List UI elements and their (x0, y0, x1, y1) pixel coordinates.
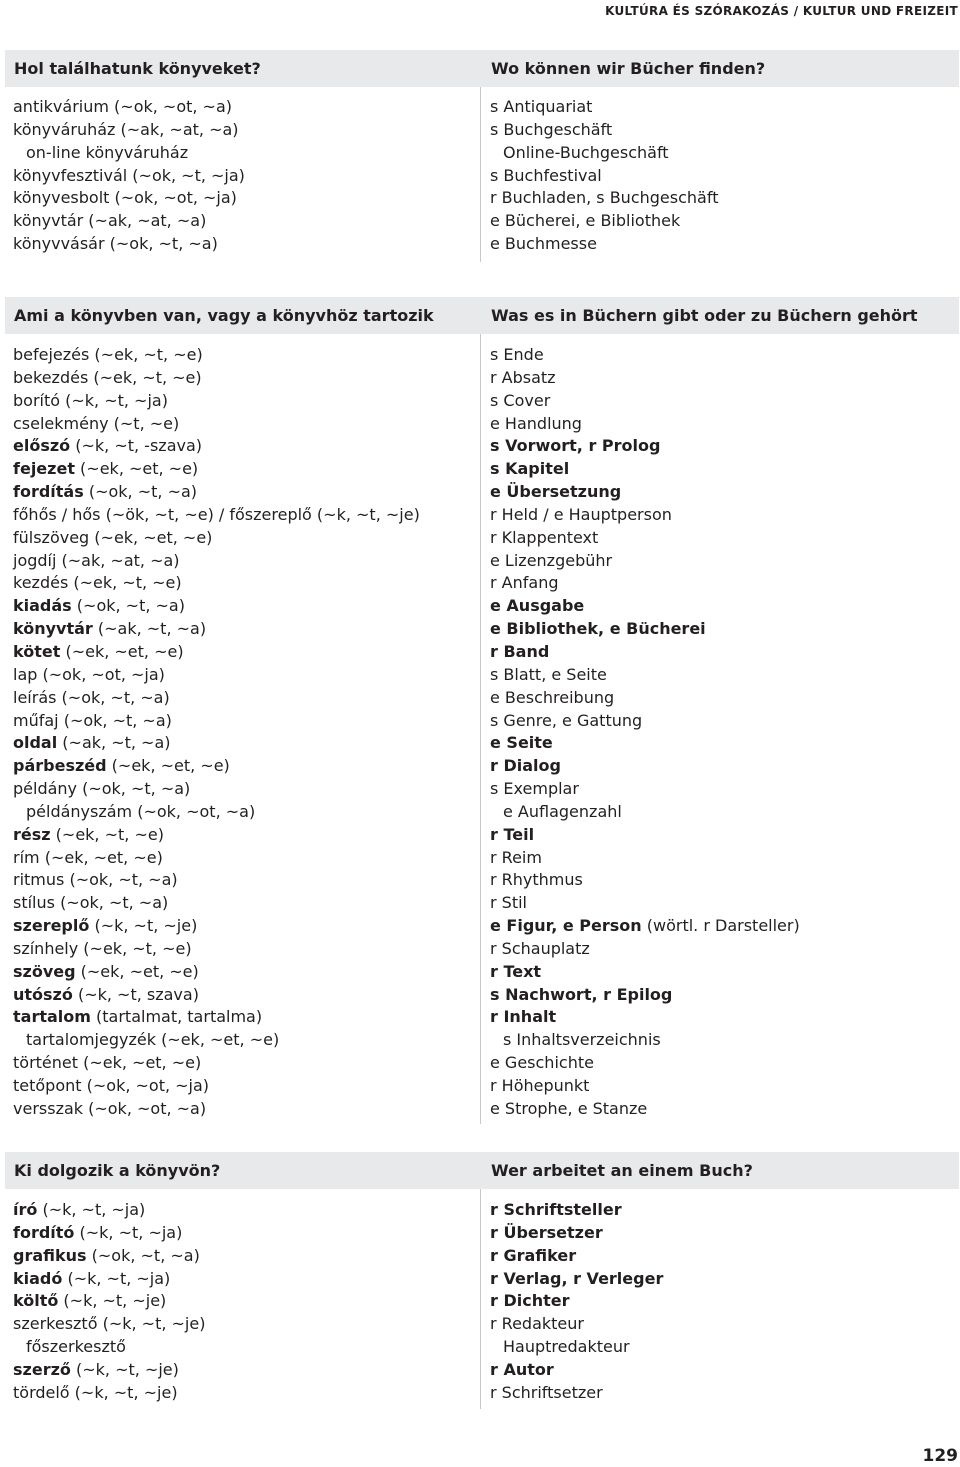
term-entry (490, 504, 800, 527)
term-entry (13, 142, 245, 165)
term-text: (~k, ~t, ~je) (70, 1359, 179, 1379)
term-entry (13, 367, 420, 390)
term-bold: e Übersetzung (490, 482, 622, 502)
term-bold: párbeszéd (13, 756, 107, 776)
term-text: s Buchgeschäft (490, 119, 613, 139)
term-text: r Reim (490, 847, 542, 867)
german-term-list (490, 96, 718, 256)
term-entry (13, 210, 245, 233)
term-text: r Höhepunkt (490, 1076, 590, 1095)
term-text: történet (~ek, ~et, ~e) (13, 1053, 202, 1073)
heading-hungarian: Ami a könyvben van, vagy a könyvhöz tartozik (14, 306, 434, 325)
term-entry (13, 984, 420, 1007)
term-text: s Cover (490, 390, 551, 410)
term-entry (490, 165, 718, 188)
term-entry (490, 1313, 663, 1336)
term-entry (13, 664, 420, 687)
term-entry (490, 344, 800, 367)
term-entry (490, 595, 800, 618)
german-term-list (490, 344, 800, 1121)
term-entry (13, 801, 420, 824)
term-text: s Blatt, e Seite (490, 664, 607, 684)
term-bold: tartalom (13, 1007, 91, 1027)
term-entry (490, 847, 800, 870)
term-text: r Redakteur (490, 1314, 584, 1334)
term-bold: r Schriftsteller (490, 1200, 622, 1219)
term-entry (490, 664, 800, 687)
term-entry (13, 481, 420, 504)
term-entry (13, 458, 420, 481)
term-text: (wörtl. r Darsteller) (641, 916, 800, 936)
term-text: (~k, ~t, -szava) (70, 436, 203, 456)
term-text: e Buchmesse (490, 234, 597, 254)
term-bold: fordító (13, 1222, 75, 1242)
term-text: könyvfesztivál (~ok, ~t, ~ja) (13, 165, 245, 185)
term-text: műfaj (~ok, ~t, ~a) (13, 710, 172, 730)
hungarian-term-list (13, 1199, 205, 1405)
term-text: (~ak, ~t, ~a) (57, 733, 171, 753)
term-text: e Auflagenzahl (503, 801, 622, 821)
term-bold: e Seite (490, 733, 553, 753)
term-text: r Schriftsetzer (490, 1382, 603, 1402)
term-text: könyvesbolt (~ok, ~ot, ~ja) (13, 188, 237, 208)
term-entry (490, 1029, 800, 1052)
term-entry (490, 778, 800, 801)
term-entry (13, 1268, 205, 1291)
term-entry (490, 233, 718, 256)
term-bold: s Kapitel (490, 459, 570, 479)
term-text: tartalomjegyzék (~ek, ~et, ~e) (26, 1030, 280, 1050)
term-text: (~ek, ~et, ~e) (74, 459, 199, 479)
term-bold: rész (13, 824, 51, 844)
term-entry (13, 413, 420, 436)
term-entry (490, 710, 800, 733)
term-text: ritmus (~ok, ~t, ~a) (13, 870, 178, 890)
term-entry (490, 435, 800, 458)
term-entry (13, 1075, 420, 1098)
term-text: (~k, ~t, ~je) (89, 916, 198, 936)
term-entry (490, 732, 800, 755)
term-text: példányszám (~ok, ~ot, ~a) (26, 801, 256, 821)
term-text: e Bücherei, e Bibliothek (490, 211, 681, 231)
term-bold: kiadás (13, 596, 72, 616)
heading-hungarian: Hol találhatunk könyveket? (14, 59, 261, 78)
term-entry (490, 755, 800, 778)
term-bold: szerző (13, 1359, 71, 1379)
term-entry (490, 824, 800, 847)
term-entry (490, 1290, 663, 1313)
section-header (5, 297, 959, 334)
term-text: könyvtár (~ak, ~at, ~a) (13, 211, 207, 231)
term-entry (13, 96, 245, 119)
term-entry (13, 187, 245, 210)
term-text: szerkesztő (~k, ~t, ~je) (13, 1314, 206, 1334)
section-header (5, 1152, 959, 1189)
term-text: r Held / e Hauptperson (490, 504, 672, 524)
term-entry (490, 1359, 663, 1382)
section-finding-books (0, 50, 960, 265)
term-bold: r Verlag, r Verleger (490, 1268, 664, 1288)
term-text: versszak (~ok, ~ot, ~a) (13, 1098, 207, 1118)
term-text: (tartalmat, tartalma) (90, 1007, 263, 1027)
term-text: r Schauplatz (490, 938, 590, 958)
term-entry (13, 1199, 205, 1222)
term-entry (13, 869, 420, 892)
term-entry (13, 165, 245, 188)
term-bold: kiadó (13, 1268, 63, 1288)
heading-german: Wo können wir Bücher finden? (491, 59, 766, 78)
section-book-workers (0, 1152, 960, 1412)
term-bold: r Dialog (490, 756, 561, 776)
term-entry (13, 550, 420, 573)
term-text: s Genre, e Gattung (490, 710, 643, 730)
term-bold: fejezet (13, 459, 75, 479)
term-text: (~k, ~t, ~ja) (74, 1222, 183, 1242)
term-entry (13, 1336, 205, 1359)
term-entry (13, 233, 245, 256)
term-text: s Ende (490, 345, 544, 364)
term-text: (~ek, ~t, ~e) (50, 824, 164, 844)
term-text: (~k, ~t, ~ja) (37, 1200, 146, 1219)
term-text: e Beschreibung (490, 687, 615, 707)
term-entry (13, 778, 420, 801)
term-entry (13, 687, 420, 710)
term-entry (490, 1222, 663, 1245)
term-entry (490, 961, 800, 984)
term-text: tördelő (~k, ~t, ~je) (13, 1382, 178, 1402)
term-text: tetőpont (~ok, ~ot, ~ja) (13, 1076, 210, 1095)
term-entry (490, 119, 718, 142)
term-text: s Inhaltsverzeichnis (503, 1030, 661, 1050)
term-text: könyvvásár (~ok, ~t, ~a) (13, 234, 218, 254)
term-entry (13, 1359, 205, 1382)
term-entry (490, 1006, 800, 1029)
term-bold: előszó (13, 436, 71, 456)
term-bold: r Übersetzer (490, 1222, 603, 1242)
term-text: Hauptredakteur (503, 1337, 630, 1357)
term-entry (13, 435, 420, 458)
term-text: borító (~k, ~t, ~ja) (13, 390, 168, 410)
term-text: antikvárium (~ok, ~ot, ~a) (13, 97, 233, 116)
term-text: cselekmény (~t, ~e) (13, 413, 180, 433)
term-text: r Absatz (490, 367, 556, 387)
term-entry (490, 458, 800, 481)
term-entry (490, 390, 800, 413)
term-text: r Rhythmus (490, 870, 583, 890)
term-entry (490, 618, 800, 641)
term-text: (~ek, ~et, ~e) (60, 641, 184, 661)
term-bold: fordítás (13, 482, 84, 502)
term-bold: r Inhalt (490, 1007, 557, 1027)
term-text: e Lizenzgebühr (490, 550, 613, 570)
term-entry (490, 527, 800, 550)
term-entry (490, 687, 800, 710)
term-bold: könyvtár (13, 619, 93, 639)
running-header: KULTÚRA ÉS SZÓRAKOZÁS / KULTUR UND FREIZEIT (605, 4, 958, 18)
page-number: 129 (922, 1446, 958, 1466)
term-entry (490, 367, 800, 390)
term-entry (13, 1006, 420, 1029)
german-term-list (490, 1199, 663, 1405)
term-bold: r Grafiker (490, 1245, 577, 1265)
term-bold: r Dichter (490, 1291, 570, 1311)
term-entry (490, 96, 718, 119)
term-bold: e Bibliothek, e Bücherei (490, 619, 706, 639)
term-entry (13, 641, 420, 664)
term-entry (13, 618, 420, 641)
term-entry (490, 1075, 800, 1098)
term-entry (13, 572, 420, 595)
term-entry (490, 869, 800, 892)
term-text: s Antiquariat (490, 97, 593, 116)
term-entry (13, 1029, 420, 1052)
term-bold: grafikus (13, 1245, 87, 1265)
term-text: lap (~ok, ~ot, ~ja) (13, 664, 165, 684)
term-text: (~ek, ~et, ~e) (75, 961, 199, 981)
column-divider (480, 334, 481, 1124)
term-entry (13, 595, 420, 618)
term-bold: e Figur, e Person (490, 916, 642, 936)
term-entry (13, 938, 420, 961)
term-text: bekezdés (~ek, ~t, ~e) (13, 367, 202, 387)
term-entry (13, 1313, 205, 1336)
term-entry (490, 1098, 800, 1121)
term-text: r Klappentext (490, 527, 599, 547)
term-entry (13, 847, 420, 870)
term-text: (~ek, ~et, ~e) (106, 756, 230, 776)
term-text: rím (~ek, ~et, ~e) (13, 847, 163, 867)
term-text: r Buchladen, s Buchgeschäft (490, 188, 719, 208)
term-entry (490, 1382, 663, 1405)
term-entry (490, 641, 800, 664)
term-entry (490, 915, 800, 938)
term-entry (13, 915, 420, 938)
term-bold: r Autor (490, 1359, 554, 1379)
term-entry (13, 824, 420, 847)
term-bold: szöveg (13, 961, 76, 981)
term-text: kezdés (~ek, ~t, ~e) (13, 573, 182, 593)
term-text: (~k, ~t, szava) (72, 984, 199, 1004)
term-text: e Strophe, e Stanze (490, 1098, 648, 1118)
term-bold: kötet (13, 641, 61, 661)
term-entry (490, 892, 800, 915)
term-entry (490, 938, 800, 961)
term-entry (13, 504, 420, 527)
term-entry (490, 801, 800, 824)
term-bold: r Teil (490, 824, 535, 844)
term-text: befejezés (~ek, ~t, ~e) (13, 345, 203, 364)
term-text: fülszöveg (~ek, ~et, ~e) (13, 527, 213, 547)
term-entry (490, 984, 800, 1007)
term-text: (~k, ~t, ~je) (58, 1291, 167, 1311)
term-bold: r Text (490, 961, 542, 981)
term-entry (490, 1199, 663, 1222)
column-divider (480, 87, 481, 262)
term-entry (490, 481, 800, 504)
term-entry (13, 1052, 420, 1075)
term-text: leírás (~ok, ~t, ~a) (13, 687, 170, 707)
term-entry (490, 572, 800, 595)
term-entry (13, 710, 420, 733)
term-text: színhely (~ek, ~t, ~e) (13, 938, 192, 958)
term-entry (13, 732, 420, 755)
term-text: könyváruház (~ak, ~at, ~a) (13, 119, 239, 139)
term-entry (490, 1052, 800, 1075)
hungarian-term-list (13, 344, 420, 1121)
term-entry (13, 390, 420, 413)
term-text: stílus (~ok, ~t, ~a) (13, 893, 169, 913)
term-entry (490, 1245, 663, 1268)
term-entry (490, 1336, 663, 1359)
term-text: s Buchfestival (490, 165, 602, 185)
term-entry (13, 1222, 205, 1245)
term-entry (13, 1290, 205, 1313)
term-bold: szereplő (13, 916, 90, 936)
term-entry (490, 550, 800, 573)
term-text: főszerkesztő (26, 1337, 126, 1357)
term-text: s Exemplar (490, 779, 579, 799)
term-entry (13, 961, 420, 984)
term-bold: r Band (490, 641, 550, 661)
term-entry (13, 344, 420, 367)
term-text: r Anfang (490, 573, 559, 593)
term-text: (~ok, ~t, ~a) (71, 596, 185, 616)
term-text: példány (~ok, ~t, ~a) (13, 779, 191, 799)
term-entry (13, 892, 420, 915)
term-text: jogdíj (~ak, ~at, ~a) (13, 550, 180, 570)
term-bold: e Ausgabe (490, 596, 585, 616)
section-header (5, 50, 959, 87)
term-bold: költő (13, 1291, 59, 1311)
section-book-contents (0, 297, 960, 1127)
term-entry (490, 1268, 663, 1291)
term-text: Online-Buchgeschäft (503, 142, 669, 162)
term-entry (13, 755, 420, 778)
term-text: (~k, ~t, ~ja) (62, 1268, 171, 1288)
column-divider (480, 1189, 481, 1409)
hungarian-term-list (13, 96, 245, 256)
term-entry (13, 119, 245, 142)
heading-german: Was es in Büchern gibt oder zu Büchern gehört (491, 306, 918, 325)
term-text: (~ok, ~t, ~a) (86, 1245, 200, 1265)
term-entry (490, 210, 718, 233)
term-text: on-line könyváruház (26, 142, 189, 162)
term-entry (13, 1245, 205, 1268)
term-entry (490, 142, 718, 165)
term-entry (13, 527, 420, 550)
term-entry (490, 413, 800, 436)
term-bold: oldal (13, 733, 58, 753)
term-bold: utószó (13, 984, 73, 1004)
term-text: (~ak, ~t, ~a) (92, 619, 207, 639)
term-bold: író (13, 1200, 38, 1219)
term-text: főhős / hős (~ök, ~t, ~e) / főszereplő (~k, ~t, ~je) (13, 504, 420, 524)
term-text: (~ok, ~t, ~a) (83, 482, 198, 502)
term-entry (13, 1382, 205, 1405)
heading-german: Wer arbeitet an einem Buch? (491, 1161, 753, 1180)
term-bold: s Nachwort, r Epilog (490, 984, 673, 1004)
term-bold: s Vorwort, r Prolog (490, 436, 661, 456)
term-text: e Geschichte (490, 1053, 594, 1073)
heading-hungarian: Ki dolgozik a könyvön? (14, 1161, 221, 1180)
term-text: e Handlung (490, 413, 582, 433)
term-entry (490, 187, 718, 210)
term-text: r Stil (490, 893, 527, 913)
term-entry (13, 1098, 420, 1121)
